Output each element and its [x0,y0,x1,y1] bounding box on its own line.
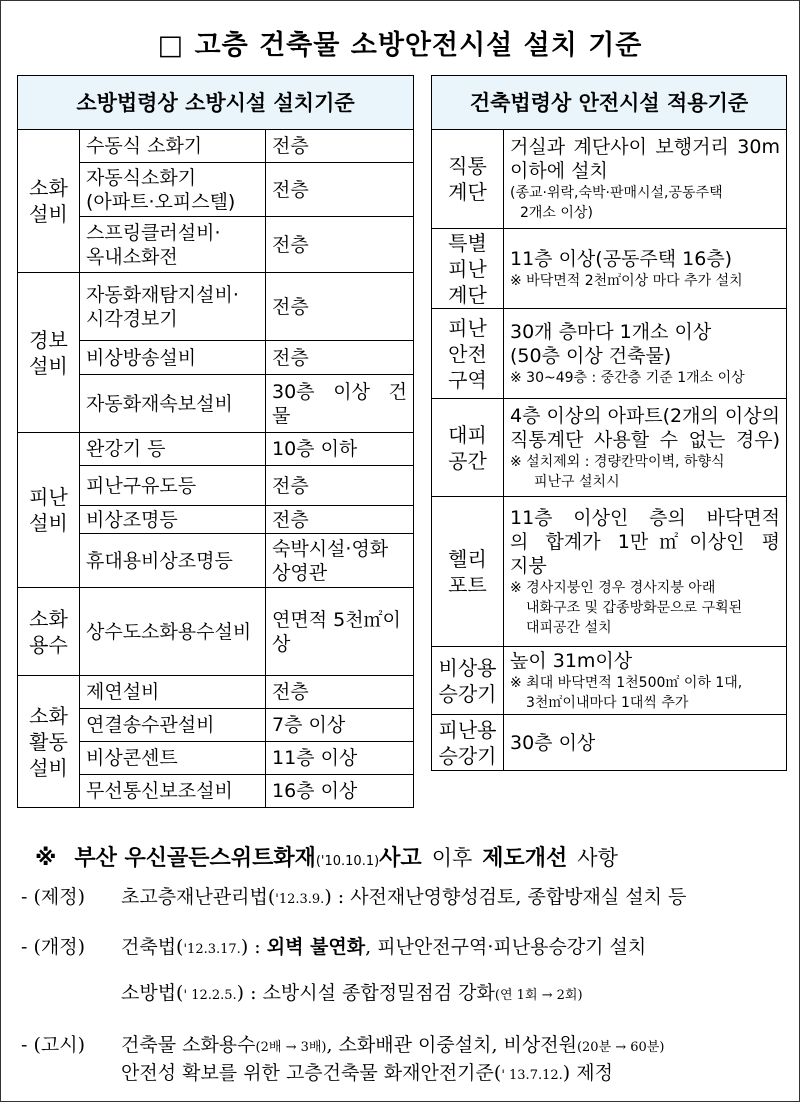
category-label: 피난 [29,485,68,509]
headline-part: ※ [35,846,57,871]
category-label: 설비 [29,202,68,226]
category-label: 직통 [448,154,487,178]
criteria-text: 11층 이상인 층의 바닥면적 [510,506,780,529]
category-cell [432,399,504,497]
headline-part: 이후 [431,846,473,870]
item-cell [80,217,266,273]
criteria-text: 전층 [272,346,309,369]
table-row [432,229,787,309]
criteria-cell [504,309,787,399]
note-text: ※ 설치제외 : 경량칸막이벽, 하향식 [510,453,725,470]
headline-part: ('10.10.1) [315,854,380,869]
criteria-text: (50층 이상 건축물) [510,344,672,367]
category-cell [18,676,80,808]
criteria-cell [266,676,414,709]
item-cell [80,375,266,433]
note-text: ※ 최대 바닥면적 1천500㎡ 이하 1대, [510,674,743,691]
item-cell [80,341,266,375]
note-line [21,1061,613,1088]
category-cell [18,433,80,588]
item-cell [80,709,266,742]
criteria-cell [504,647,787,715]
item-cell [80,466,266,506]
item-cell [80,433,266,466]
category-label: 활동 [29,729,68,754]
criteria-text: 16층 이상 [272,780,358,802]
category-label: 승강기 [438,681,497,706]
category-label: 설비 [29,755,68,780]
note-line [21,981,583,1008]
item-text: 자동화재속보설비 [86,392,233,415]
note-line [21,885,686,912]
table-row [18,273,414,341]
item-cell [80,534,266,588]
category-label: 공간 [448,448,487,473]
note-segment: '12.3.17. [183,942,241,957]
criteria-text: 전층 [272,295,309,318]
table-row [18,433,414,466]
item-text: 비상콘센트 [86,747,178,769]
criteria-text: 전층 [272,178,309,201]
note-segment: 건축물 소화용수 [121,1034,256,1056]
criteria-text: 전층 [272,508,309,531]
criteria-cell [266,709,414,742]
note-segment: (2배 → 3배) [255,1040,327,1055]
note-segment: ) : [240,936,267,958]
category-label: 헬리 [448,546,487,571]
note-segment: ' 12.2.5. [183,988,237,1003]
criteria-cell [266,273,414,341]
category-cell [18,588,80,676]
criteria-text: 11층 이상 [272,747,358,769]
criteria-text: 연면적 5천㎡이상 [272,608,401,655]
note-segment: 건축법( [121,936,184,958]
criteria-text: 전층 [272,135,309,157]
criteria-cell [504,497,787,647]
note-segment: 초고층재난관리법( [121,886,276,908]
category-label: 안전 [448,341,487,366]
criteria-cell [266,466,414,506]
improvement-notes [21,841,791,1084]
note-segment: '12.3.9. [275,892,325,907]
headline-part: 사항 [577,846,618,870]
category-label: 구역 [448,367,487,392]
item-text: 비상방송설비 [86,346,197,369]
criteria-cell [266,775,414,808]
criteria-text: 거실과 계단사이 보행거리 30m [510,136,780,158]
note-text: 2개소 이상) [520,205,593,221]
criteria-text: 전층 [272,681,309,703]
category-cell [432,647,504,715]
category-label: 피난 [448,256,487,281]
item-cell [80,506,266,534]
criteria-text: 전층 [272,474,309,497]
note-segment: ) 제정 [562,1062,613,1084]
criteria-text: 7층 이상 [272,714,346,736]
note-segment: ' 13.7.12. [501,1068,563,1083]
note-line [21,935,646,962]
criteria-text: 전층 [272,233,309,256]
note-text: 대피공간 설치 [526,619,612,636]
category-label: 설비 [29,353,68,378]
table-row [432,309,787,399]
criteria-text: 30층 이상 [510,731,596,754]
item-text: 자동식소화기 [86,166,197,189]
category-label: 소화 [29,703,68,728]
note-text: 피난구 설치시 [534,473,620,490]
criteria-cell [266,163,414,217]
item-text: 옥내소화전 [86,245,178,268]
criteria-cell [266,217,414,273]
item-cell [80,588,266,676]
note-prefix: - (제정) [21,886,85,908]
item-text: 피난구유도등 [86,474,197,497]
note-text: ※ 경사지붕인 경우 경사지붕 아래 [510,579,716,596]
note-text: 내화구조 및 갑종방화문으로 구획된 [526,599,743,616]
note-text: 3천㎡이내마다 1대씩 추가 [526,694,689,711]
criteria-text: 지붕 [510,554,547,577]
headline-part: 제도개선 [482,846,568,871]
category-cell [18,130,80,273]
criteria-text: 4층 이상의 아파트(2개의 이상의 [510,404,780,427]
criteria-cell [266,341,414,375]
category-cell [432,497,504,647]
category-cell [18,273,80,433]
criteria-text: 물 [272,404,291,427]
item-text: (아파트·오피스텔) [86,190,236,213]
fire-law-table [17,75,414,808]
criteria-text: 높이 31m이상 [510,649,633,672]
note-segment: ) : 소방시설 종합정밀점검 강화 [236,982,495,1004]
criteria-text: 30개 층마다 1개소 이상 [510,320,712,343]
category-label: 비상용 [438,655,497,680]
left-table-header: 소방법령상 소방시설 설치기준 [18,76,414,130]
category-label: 피난용 [438,717,497,742]
headline-part: 사고 [379,846,422,871]
item-text: 비상조명등 [86,508,178,531]
criteria-cell [266,433,414,466]
table-row [432,497,787,647]
criteria-cell [504,229,787,309]
note-text: ※ 30~49층 : 중간층 기준 1개소 이상 [510,369,745,386]
criteria-text: 직통계단 사용할 수 없는 경우) [510,428,780,451]
note-text: (종교·위락,숙박·판매시설,공동주택 [510,185,723,201]
note-segment: 안전성 확보를 위한 고층건축물 화재안전기준( [121,1062,502,1084]
table-row [18,676,414,709]
table-row [18,130,414,163]
item-cell [80,130,266,163]
category-cell [432,309,504,399]
page-title: □ 고층 건축물 소방안전시설 설치 기준 [157,30,643,61]
category-label: 피난 [448,315,487,340]
category-label: 계단 [448,180,487,204]
item-cell [80,676,266,709]
item-text: 시각경보기 [86,307,178,330]
building-law-table [431,75,787,771]
criteria-cell [266,506,414,534]
criteria-cell [266,588,414,676]
table-row [432,399,787,497]
category-cell [432,229,504,309]
item-text: 상수도소화용수설비 [86,620,252,643]
table-row [432,715,787,771]
note-segment: (연 1회 → 2회) [494,988,583,1003]
item-text: 제연설비 [86,681,160,703]
category-label: 포트 [448,572,487,597]
category-cell [432,130,504,229]
item-cell [80,163,266,217]
criteria-cell [266,742,414,775]
category-cell [432,715,504,771]
criteria-text: 숙박시설·영화 [272,537,389,560]
note-line [21,1033,664,1060]
criteria-cell [504,399,787,497]
category-label: 소화 [29,606,68,631]
note-segment: (20분 → 60분) [576,1040,665,1055]
item-text: 스프링클러설비· [86,221,221,244]
category-label: 특별 [448,230,487,255]
table-row [432,647,787,715]
item-cell [80,273,266,341]
criteria-text: 10층 이하 [272,438,358,460]
criteria-text: 이하에 설치 [510,160,608,182]
criteria-text: 의 합계가 1만㎡이상인 평 [510,530,780,553]
note-segment: , 피난안전구역·피난용승강기 설치 [365,936,647,958]
note-segment: 외벽 불연화 [266,936,366,958]
table-row [18,588,414,676]
item-cell [80,775,266,808]
item-text: 수동식 소화기 [86,135,203,157]
right-table-header: 건축법령상 안전시설 적용기준 [432,76,787,130]
item-text: 자동화재탐지설비· [86,283,239,306]
criteria-cell [266,375,414,433]
criteria-cell [504,130,787,229]
note-segment: , 소화배관 이중설치, 비상전원 [326,1034,577,1056]
category-label: 대피 [448,422,487,447]
item-text: 연결송수관설비 [86,714,215,736]
category-label: 설비 [29,511,68,535]
notes-headline [35,841,791,872]
item-cell [80,742,266,775]
category-label: 계단 [448,282,487,307]
item-text: 휴대용비상조명등 [86,549,233,572]
category-label: 승강기 [438,743,497,768]
note-prefix: - (고시) [21,1034,85,1056]
criteria-cell [266,130,414,163]
category-label: 경보 [29,327,68,352]
table-row [432,130,787,229]
criteria-text: 상영관 [272,561,328,584]
criteria-text: 30층 이상 건 [272,380,408,403]
criteria-cell [504,715,787,771]
item-text: 무선통신보조설비 [86,780,233,802]
note-text: ※ 바닥면적 2천㎡이상 마다 추가 설치 [510,272,743,289]
category-label: 용수 [29,632,68,657]
note-segment: ) : 사전재난영향성검토, 종합방재실 설치 등 [324,886,687,908]
note-segment: 소방법( [121,982,184,1004]
item-text: 완강기 등 [86,438,166,460]
headline-part: 부산 우신골든스위트화재 [74,846,316,871]
criteria-text: 11층 이상(공동주택 16층) [510,247,733,270]
category-label: 소화 [29,176,68,200]
note-prefix: - (개정) [21,936,85,958]
criteria-cell [266,534,414,588]
